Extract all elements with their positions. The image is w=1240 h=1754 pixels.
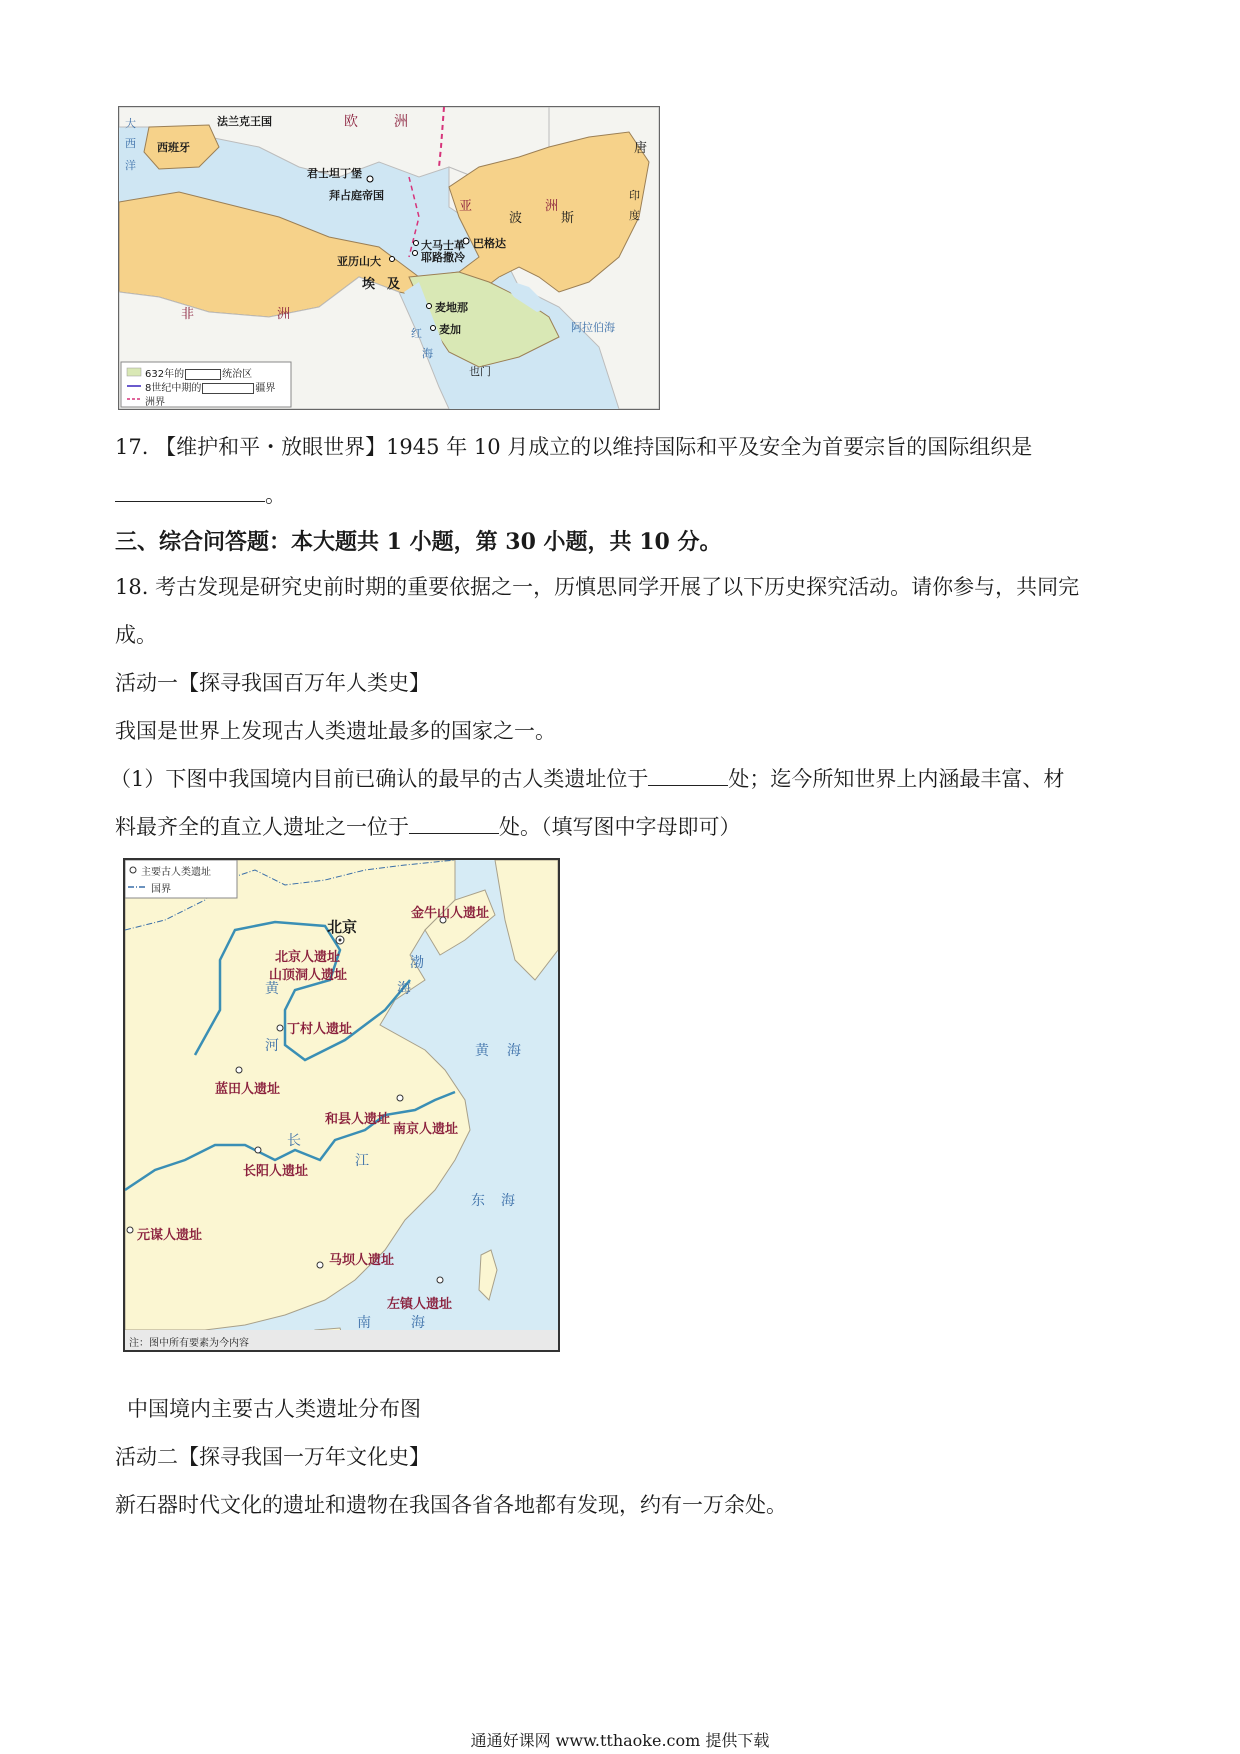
site-jinniushan: 金牛山人遗址	[411, 906, 490, 921]
label-europe-1: 欧	[344, 114, 358, 130]
site-dingcun: 丁村人遗址	[287, 1022, 353, 1037]
sea-dong: 东	[471, 1193, 485, 1209]
label-africa-2: 洲	[277, 307, 291, 322]
river-jiang-1: 长	[287, 1133, 301, 1149]
label-persia-2: 斯	[561, 211, 575, 226]
q17-text: 17. 【维护和平・放眼世界】1945 年 10 月成立的以维持国际和平及安全为首要宗旨的国际组织是	[115, 435, 1033, 459]
label-asia-2: 洲	[545, 199, 559, 214]
label-egypt-1: 埃	[362, 277, 376, 292]
label-baghdad: 巴格达	[473, 237, 506, 250]
label-africa-1: 非	[181, 307, 195, 322]
q18-blank-2[interactable]	[409, 813, 499, 834]
site-changyang: 长阳人遗址	[243, 1164, 309, 1179]
sea-bo-hai: 海	[397, 981, 411, 997]
q18-blank-1[interactable]	[648, 765, 728, 786]
label-france: 法兰克王国	[217, 115, 272, 128]
label-ocean-da: 大	[125, 117, 136, 130]
label-tang: 唐	[634, 141, 648, 156]
river-he-2: 河	[265, 1038, 279, 1054]
label-constantinople: 君士坦丁堡	[307, 167, 362, 180]
section3-heading: 三、综合问答题：本大题共 1 小题，第 30 小题，共 10 分。	[115, 529, 722, 555]
label-yemen: 也门	[469, 365, 491, 378]
site-shandingdong: 山顶洞人遗址	[269, 968, 348, 983]
label-ocean-xi: 西	[125, 137, 136, 150]
label-yin: 印	[629, 189, 640, 202]
label-jerusalem: 耶路撒冷	[421, 251, 465, 264]
label-alexandria: 亚历山大	[337, 255, 381, 268]
q17-answer-line	[115, 480, 286, 510]
legend-row1: 632年的 统治区	[145, 369, 253, 380]
site-yuanmou: 元谋人遗址	[137, 1228, 203, 1243]
activity2-title: 活动二【探寻我国一万年文化史】	[115, 1445, 430, 1469]
sea-nan-hai: 海	[411, 1315, 425, 1331]
legend-row3: 洲界	[145, 397, 165, 408]
label-egypt-2: 及	[387, 277, 401, 292]
site-nanjing: 南京人遗址	[393, 1122, 459, 1137]
site-maba: 马坝人遗址	[329, 1253, 395, 1268]
label-byzantine: 拜占庭帝国	[329, 189, 384, 202]
label-beijing: 北京	[327, 918, 358, 936]
q18-sub1-line2: 料最齐全的直立人遗址之一位于 处。（填写图中字母即可）	[115, 815, 741, 839]
site-beijingren: 北京人遗址	[275, 950, 341, 965]
label-europe-2: 洲	[394, 114, 408, 130]
sea-nan: 南	[357, 1315, 371, 1331]
river-he-1: 黄	[265, 981, 279, 997]
activity2-text: 新石器时代文化的遗址和遗物在我国各省各地都有发现，约有一万余处。	[115, 1493, 787, 1517]
site-zuozhen: 左镇人遗址	[387, 1297, 453, 1312]
footer: 通通好课网 www.tthaoke.com 提供下载	[470, 1731, 770, 1750]
label-medina: 麦地那	[435, 301, 468, 314]
q17-blank[interactable]	[115, 481, 265, 502]
sea-bo: 渤	[410, 955, 424, 971]
label-damascus: 大马士革	[421, 239, 465, 252]
q18-intro: 我国是世界上发现古人类遗址最多的国家之一。	[115, 719, 556, 743]
map2-caption: 中国境内主要古人类遗址分布图	[127, 1397, 421, 1421]
river-jiang-2: 江	[355, 1153, 369, 1169]
arab-empire-map	[118, 106, 660, 410]
sea-huang: 黄	[475, 1043, 489, 1059]
arab-empire-map-shapes	[119, 107, 659, 409]
sea-huang-hai: 海	[507, 1043, 521, 1059]
q18-line1: 18. 考古发现是研究史前时期的重要依据之一，历慎思同学开展了以下历史探究活动。请你参与，共同完	[115, 575, 1080, 599]
site-hexian: 和县人遗址	[325, 1112, 391, 1127]
label-du: 度	[629, 209, 640, 222]
legend-row2: 8世纪中期的 疆界	[145, 383, 276, 394]
label-red-sea-hong: 红	[411, 327, 422, 340]
site-lantian: 蓝田人遗址	[215, 1082, 281, 1097]
map-note: 注：图中所有要素为今内容	[129, 1338, 249, 1349]
legend-site: 主要古人类遗址	[141, 867, 211, 878]
label-spain: 西班牙	[157, 141, 190, 154]
label-persia-1: 波	[509, 211, 523, 226]
sea-dong-hai: 海	[501, 1193, 515, 1209]
activity1-title: 活动一【探寻我国百万年人类史】	[115, 671, 430, 695]
legend-border: 国界	[151, 884, 171, 895]
china-sites-map	[123, 858, 560, 1352]
q17-end: 。	[265, 483, 286, 507]
label-red-sea-hai: 海	[422, 347, 433, 360]
label-arabian-sea: 阿拉伯海	[571, 321, 615, 334]
label-mecca: 麦加	[439, 323, 461, 336]
label-ocean-yang: 洋	[125, 159, 136, 172]
q18-line2: 成。	[115, 623, 157, 647]
label-asia-1: 亚	[459, 199, 473, 214]
q18-sub1-line1: （1）下图中我国境内目前已确认的最早的古人类遗址位于 处；迄今所知世界上内涵最丰富、材	[110, 767, 1065, 791]
